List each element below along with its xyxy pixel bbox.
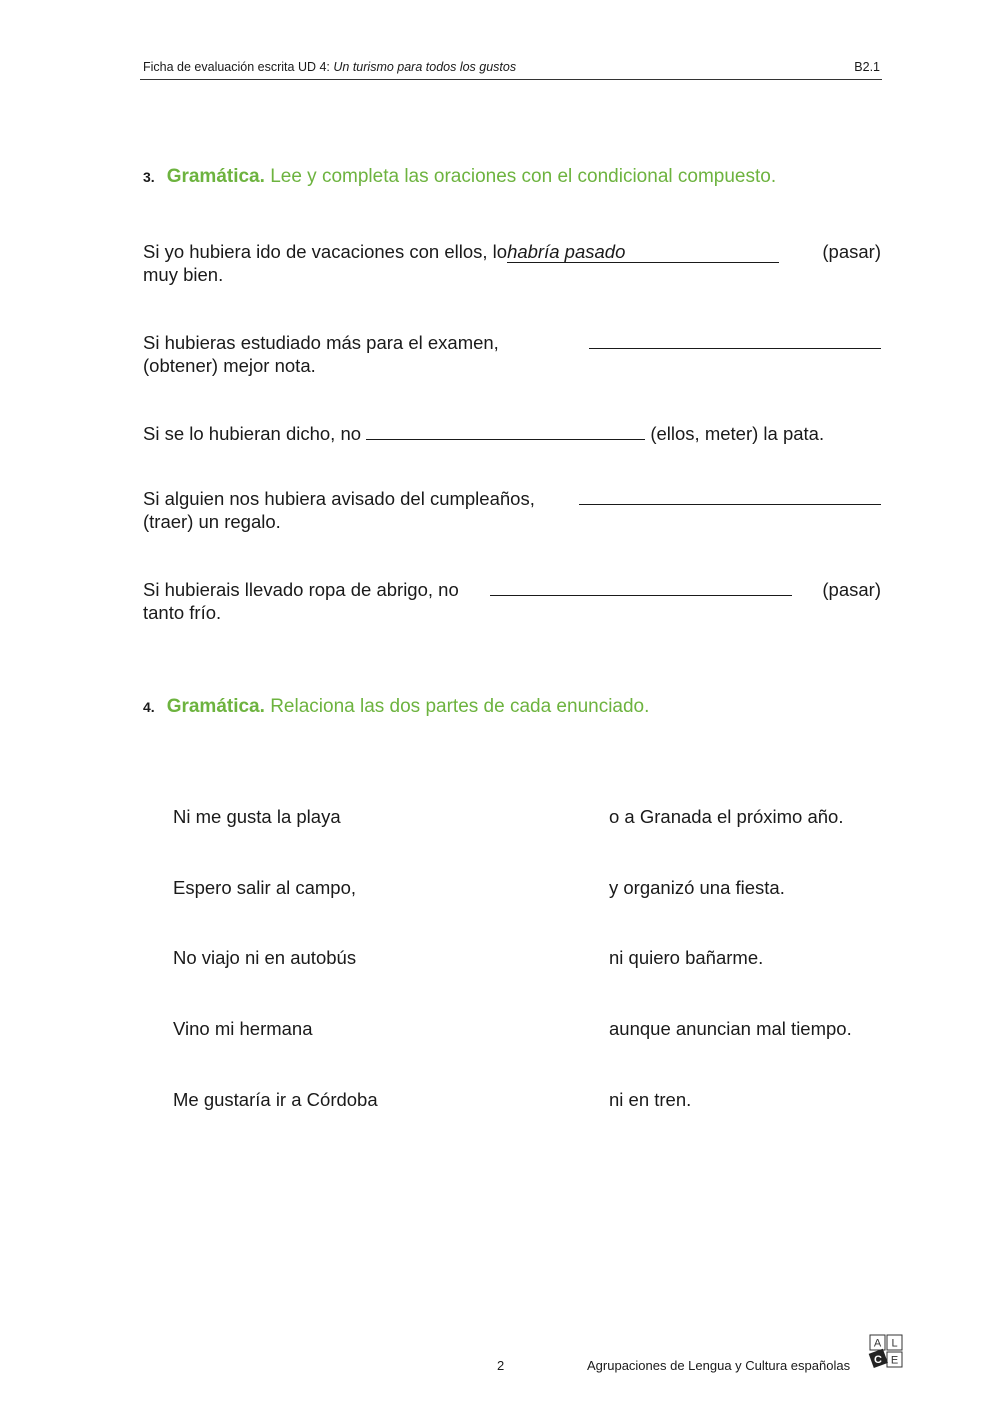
sentence-start[interactable]: No viajo ni en autobús — [173, 947, 357, 968]
sentence-end[interactable]: aunque anuncian mal tiempo. — [609, 1018, 852, 1039]
sentence-end[interactable]: y organizó una fiesta. — [609, 877, 785, 898]
exercise-instruction: Relaciona las dos partes de cada enunciado. — [264, 696, 650, 717]
sentence-start[interactable]: Vino mi hermana — [173, 1018, 313, 1039]
exercise-3-item-4: Si alguien nos hubiera avisado del cumpleaños, (traer) un regalo. — [143, 485, 881, 533]
answer-field[interactable]: habría pasado — [507, 242, 779, 263]
exercise-label: Gramática. — [166, 166, 265, 187]
exercise-3-item-3: Si se lo hubieran dicho, no (ellos, meter) la pata. — [143, 420, 881, 445]
organization-name: Agrupaciones de Lengua y Cultura españolas — [587, 1358, 851, 1373]
logo-letter: L — [891, 1337, 898, 1350]
answer-field[interactable] — [366, 420, 645, 440]
exercise-number: 4. — [143, 699, 155, 715]
answer-field[interactable] — [589, 329, 881, 349]
logo-letter: E — [890, 1354, 899, 1367]
sentence-end[interactable]: o a Granada el próximo año. — [609, 806, 844, 827]
exercise-3-item-2: Si hubieras estudiado más para el examen, (obtener) mejor nota. — [143, 329, 881, 377]
page-number: 2 — [497, 1358, 505, 1373]
sentence-end[interactable]: ni quiero bañarme. — [609, 947, 764, 968]
answer-field[interactable] — [490, 576, 792, 596]
exercise-label: Gramática. — [166, 696, 265, 717]
exercise-3-title — [143, 166, 776, 188]
page-header — [140, 59, 882, 80]
sentence-start[interactable]: Espero salir al campo, — [173, 877, 357, 898]
exercise-3-item-5: Si hubierais llevado ropa de abrigo, no (pasar) tanto frío. — [143, 576, 881, 624]
level-label: B2.1 — [854, 60, 880, 74]
logo-letter: C — [874, 1354, 882, 1366]
exercise-instruction: Lee y completa las oraciones con el condicional compuesto. — [264, 166, 777, 187]
answer-field[interactable] — [579, 485, 881, 505]
exercise-number: 3. — [143, 169, 155, 185]
exercise-4-title — [143, 696, 649, 718]
unit-title: Un turismo para todos los gustos — [333, 60, 517, 74]
sentence-end[interactable]: ni en tren. — [609, 1089, 692, 1110]
logo-letter: A — [873, 1337, 882, 1350]
worksheet-title: Ficha de evaluación escrita UD 4: Un turismo para todos los gustos — [143, 60, 517, 74]
alce-logo-icon — [866, 1334, 906, 1370]
sentence-start[interactable]: Me gustaría ir a Córdoba — [173, 1089, 378, 1110]
sentence-start[interactable]: Ni me gusta la playa — [173, 806, 341, 827]
exercise-3-item-1: Si yo hubiera ido de vacaciones con ellos, lohabría pasado (pasar) muy bien. — [143, 241, 881, 285]
